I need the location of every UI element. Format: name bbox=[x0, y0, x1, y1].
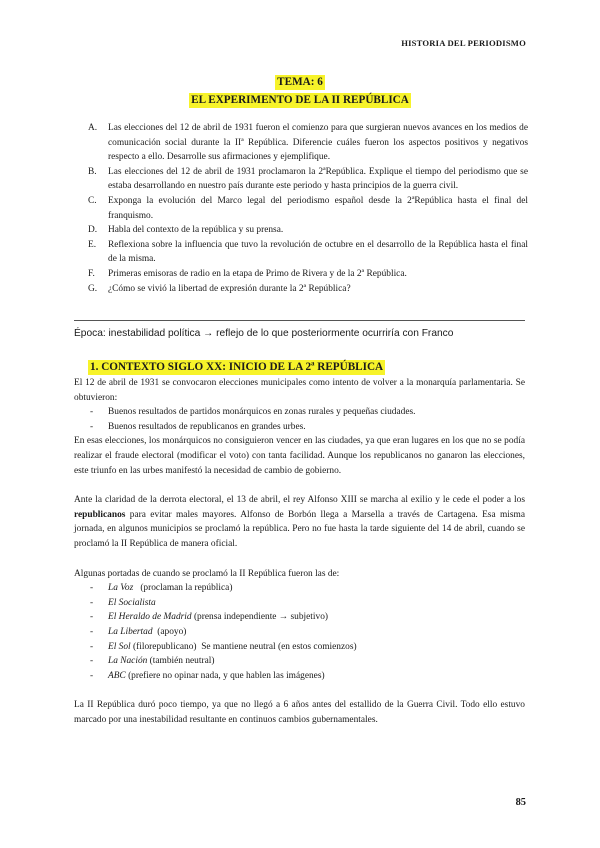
section-body bbox=[74, 376, 525, 727]
question-text: Las elecciones del 12 de abril de 1931 proclamaron la 2ªRepública. Explique el tiempo del periodismo que se estaba desarrollando en nuestro país durante este periodo y hasta principios de la guerra civil. bbox=[108, 166, 528, 192]
question-text: ¿Cómo se vivió la libertad de expresión durante la 2ª República? bbox=[108, 283, 351, 294]
question-text: Habla del contexto de la república y su prensa. bbox=[108, 225, 284, 236]
question-item bbox=[88, 194, 528, 223]
paragraph: Algunas portadas de cuando se proclamó la II República fueron las de: bbox=[74, 568, 340, 579]
newspaper-name: El Socialista bbox=[108, 597, 156, 608]
question-item bbox=[88, 165, 528, 194]
newspaper-note: (prefiere no opinar nada, y que hablen las imágenes) bbox=[125, 670, 325, 681]
portadas-list bbox=[74, 581, 525, 683]
list-item: - Buenos resultados de partidos monárquicos en zonas rurales y pequeñas ciudades. bbox=[74, 405, 525, 420]
list-item bbox=[74, 654, 525, 669]
text-run: para evitar males mayores. Alfonso de Borbón llega a Marsella a través de Cartagena. Esa misma jornada, en algunos municipios se proclamó la república. Pero no fue hasta la tarde siguiente del 14 de abril, cuando se proclamó la II República de manera oficial. bbox=[74, 509, 525, 549]
list-item bbox=[74, 640, 525, 655]
newspaper-note: (prensa independiente → subjetivo) bbox=[191, 612, 329, 623]
question-item bbox=[88, 282, 528, 297]
question-letter: D. bbox=[88, 225, 98, 236]
question-letter: F. bbox=[88, 268, 95, 279]
newspaper-name: El Sol bbox=[108, 641, 131, 652]
newspaper-name: El Heraldo de Madrid bbox=[108, 612, 192, 623]
horizontal-divider bbox=[74, 320, 525, 321]
newspaper-note: (también neutral) bbox=[147, 656, 215, 667]
question-letter: E. bbox=[88, 239, 97, 250]
question-letter: C. bbox=[88, 195, 97, 206]
running-header: HISTORIA DEL PERIODISMO bbox=[401, 38, 526, 48]
newspaper-name: La Libertad bbox=[108, 626, 153, 637]
question-text: Reflexiona sobre la influencia que tuvo la revolución de octubre en el desarrollo de la República hasta el final de la misma. bbox=[108, 239, 528, 265]
list-item bbox=[74, 596, 525, 611]
list-item bbox=[74, 625, 525, 640]
newspaper-note: (apoyo) bbox=[152, 626, 187, 637]
newspaper-name: ABC bbox=[108, 670, 126, 681]
question-text: Las elecciones del 12 de abril de 1931 fueron el comienzo para que surgieran nuevos avances en los medios de comunicación social durante la IIª República. Diferencie cuáles fueron los aspectos positivos y negativos respecto a ello. Desarrolle sus afirmaciones y ejemplifique. bbox=[108, 123, 528, 163]
list-item bbox=[74, 581, 525, 596]
epoca-note: Época: inestabilidad política → reflejo de lo que posteriormente ocurriría con Franco bbox=[74, 328, 454, 339]
text-run: Ante la claridad de la derrota electoral, el 13 de abril, el rey Alfonso XIII se marcha al exilio y le cede el poder a los bbox=[74, 495, 525, 506]
newspaper-note: (filorepublicano) Se mantiene neutral (en estos comienzos) bbox=[130, 641, 357, 652]
newspaper-name: La Voz bbox=[108, 583, 134, 594]
list-item bbox=[74, 610, 525, 625]
newspaper-note: (proclaman la república) bbox=[133, 583, 233, 594]
question-letter: B. bbox=[88, 166, 97, 177]
question-item bbox=[88, 238, 528, 267]
paragraph: La II República duró poco tiempo, ya que no llegó a 6 años antes del estallido de la Guerra Civil. Todo ello estuvo marcado por una inestabilidad resultante en continuos cambios gubernamentales. bbox=[74, 700, 525, 725]
question-text: Exponga la evolución del Marco legal del periodismo español desde la 2ªRepública hasta el final del franquismo. bbox=[108, 195, 528, 221]
title-block bbox=[0, 72, 600, 108]
page-number: 85 bbox=[515, 797, 526, 808]
tema-title: TEMA: 6 bbox=[277, 76, 323, 88]
list-item bbox=[74, 669, 525, 684]
question-item bbox=[88, 121, 528, 165]
question-letter: G. bbox=[88, 283, 98, 294]
question-item bbox=[88, 223, 528, 238]
election-results-list bbox=[74, 405, 525, 434]
main-title: EL EXPERIMENTO DE LA II REPÚBLICA bbox=[191, 94, 409, 106]
newspaper-name: La Nación bbox=[108, 656, 148, 667]
section-heading: 1. CONTEXTO SIGLO XX: INICIO DE LA 2ª REPÚBLICA bbox=[90, 361, 384, 373]
question-text: Primeras emisoras de radio en la etapa de Primo de Rivera y de la 2ª República. bbox=[108, 268, 407, 279]
paragraph bbox=[74, 493, 525, 551]
question-list bbox=[88, 121, 528, 296]
list-item: - Buenos resultados de republicanos en grandes urbes. bbox=[74, 420, 525, 435]
question-item bbox=[88, 267, 528, 282]
paragraph: En esas elecciones, los monárquicos no consiguieron vencer en las ciudades, ya que eran lugares en los que no se podía realizar el fraude electoral (modificar el voto) con tanta facilidad. Aunque los republicanos no ganaron las elecciones, este triunfo en las urbes manifestó la necesidad de cambio de gobierno. bbox=[74, 436, 525, 476]
question-letter: A. bbox=[88, 123, 98, 133]
paragraph: El 12 de abril de 1931 se convocaron elecciones municipales como intento de volver a la monarquía parlamentaria. Se obtuvieron: bbox=[74, 378, 525, 403]
bold-term: republicanos bbox=[74, 509, 126, 520]
